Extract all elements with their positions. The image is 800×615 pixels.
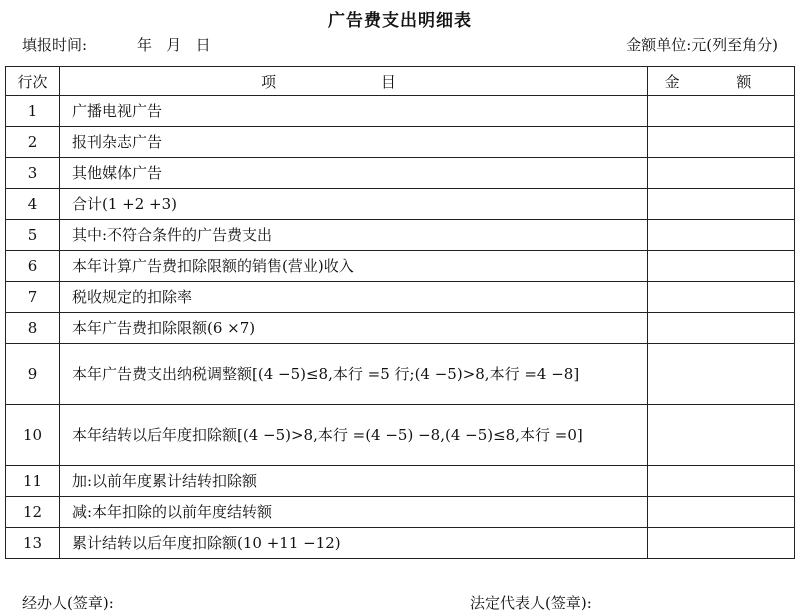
row-number: 1 — [6, 96, 60, 127]
row-item: 累计结转以后年度扣除额(10 +11 −12) — [60, 528, 648, 559]
row-amount-cell[interactable] — [648, 189, 795, 220]
table-row — [6, 344, 795, 405]
page-title: 广告费支出明细表 — [328, 11, 472, 31]
table-row — [6, 313, 795, 344]
row-item: 本年广告费支出纳税调整额[(4 −5)≤8,本行 =5 行;(4 −5)>8,本行 =4 −8] — [60, 344, 648, 405]
table-row — [6, 251, 795, 282]
table-header-row — [6, 67, 795, 96]
row-number: 3 — [6, 158, 60, 189]
row-amount-cell[interactable] — [648, 497, 795, 528]
table-row — [6, 282, 795, 313]
row-amount-cell[interactable] — [648, 466, 795, 497]
handler-signature-label: 经办人(签章): — [22, 594, 114, 612]
row-amount-cell[interactable] — [648, 127, 795, 158]
table-row — [6, 96, 795, 127]
row-number: 4 — [6, 189, 60, 220]
table-row — [6, 528, 795, 559]
row-number: 10 — [6, 405, 60, 466]
ad-expense-table — [5, 66, 795, 559]
table-row — [6, 497, 795, 528]
header-item: 项 目 — [60, 67, 648, 96]
fill-date-field[interactable]: 年 月 日 — [137, 36, 211, 54]
row-amount-cell[interactable] — [648, 251, 795, 282]
row-amount-cell[interactable] — [648, 158, 795, 189]
row-amount-cell[interactable] — [648, 282, 795, 313]
fill-time-label: 填报时间: — [22, 36, 88, 54]
row-amount-cell[interactable] — [648, 220, 795, 251]
row-item: 本年结转以后年度扣除额[(4 −5)>8,本行 =(4 −5) −8,(4 −5)≤8,本行 =0] — [60, 405, 648, 466]
row-item: 减:本年扣除的以前年度结转额 — [60, 497, 648, 528]
row-amount-cell[interactable] — [648, 96, 795, 127]
row-number: 7 — [6, 282, 60, 313]
amount-unit-label: 金额单位:元(列至角分) — [626, 36, 778, 54]
row-item: 其他媒体广告 — [60, 158, 648, 189]
table-row — [6, 189, 795, 220]
row-item: 广播电视广告 — [60, 96, 648, 127]
row-number: 9 — [6, 344, 60, 405]
row-number: 12 — [6, 497, 60, 528]
row-amount-cell[interactable] — [648, 344, 795, 405]
row-number: 2 — [6, 127, 60, 158]
row-item: 合计(1 +2 +3) — [60, 189, 648, 220]
row-item: 报刊杂志广告 — [60, 127, 648, 158]
row-item: 本年计算广告费扣除限额的销售(营业)收入 — [60, 251, 648, 282]
table-row — [6, 158, 795, 189]
row-amount-cell[interactable] — [648, 405, 795, 466]
header-amount: 金 额 — [648, 67, 795, 96]
row-item: 其中:不符合条件的广告费支出 — [60, 220, 648, 251]
legal-rep-signature-label: 法定代表人(签章): — [470, 594, 592, 612]
table-row — [6, 405, 795, 466]
row-number: 13 — [6, 528, 60, 559]
row-number: 11 — [6, 466, 60, 497]
row-amount-cell[interactable] — [648, 528, 795, 559]
row-number: 8 — [6, 313, 60, 344]
table-row — [6, 466, 795, 497]
row-item: 本年广告费扣除限额(6 ×7) — [60, 313, 648, 344]
row-item: 税收规定的扣除率 — [60, 282, 648, 313]
row-item: 加:以前年度累计结转扣除额 — [60, 466, 648, 497]
table-row — [6, 220, 795, 251]
row-number: 5 — [6, 220, 60, 251]
row-number: 6 — [6, 251, 60, 282]
table-row — [6, 127, 795, 158]
row-amount-cell[interactable] — [648, 313, 795, 344]
header-row-number: 行次 — [6, 67, 60, 96]
